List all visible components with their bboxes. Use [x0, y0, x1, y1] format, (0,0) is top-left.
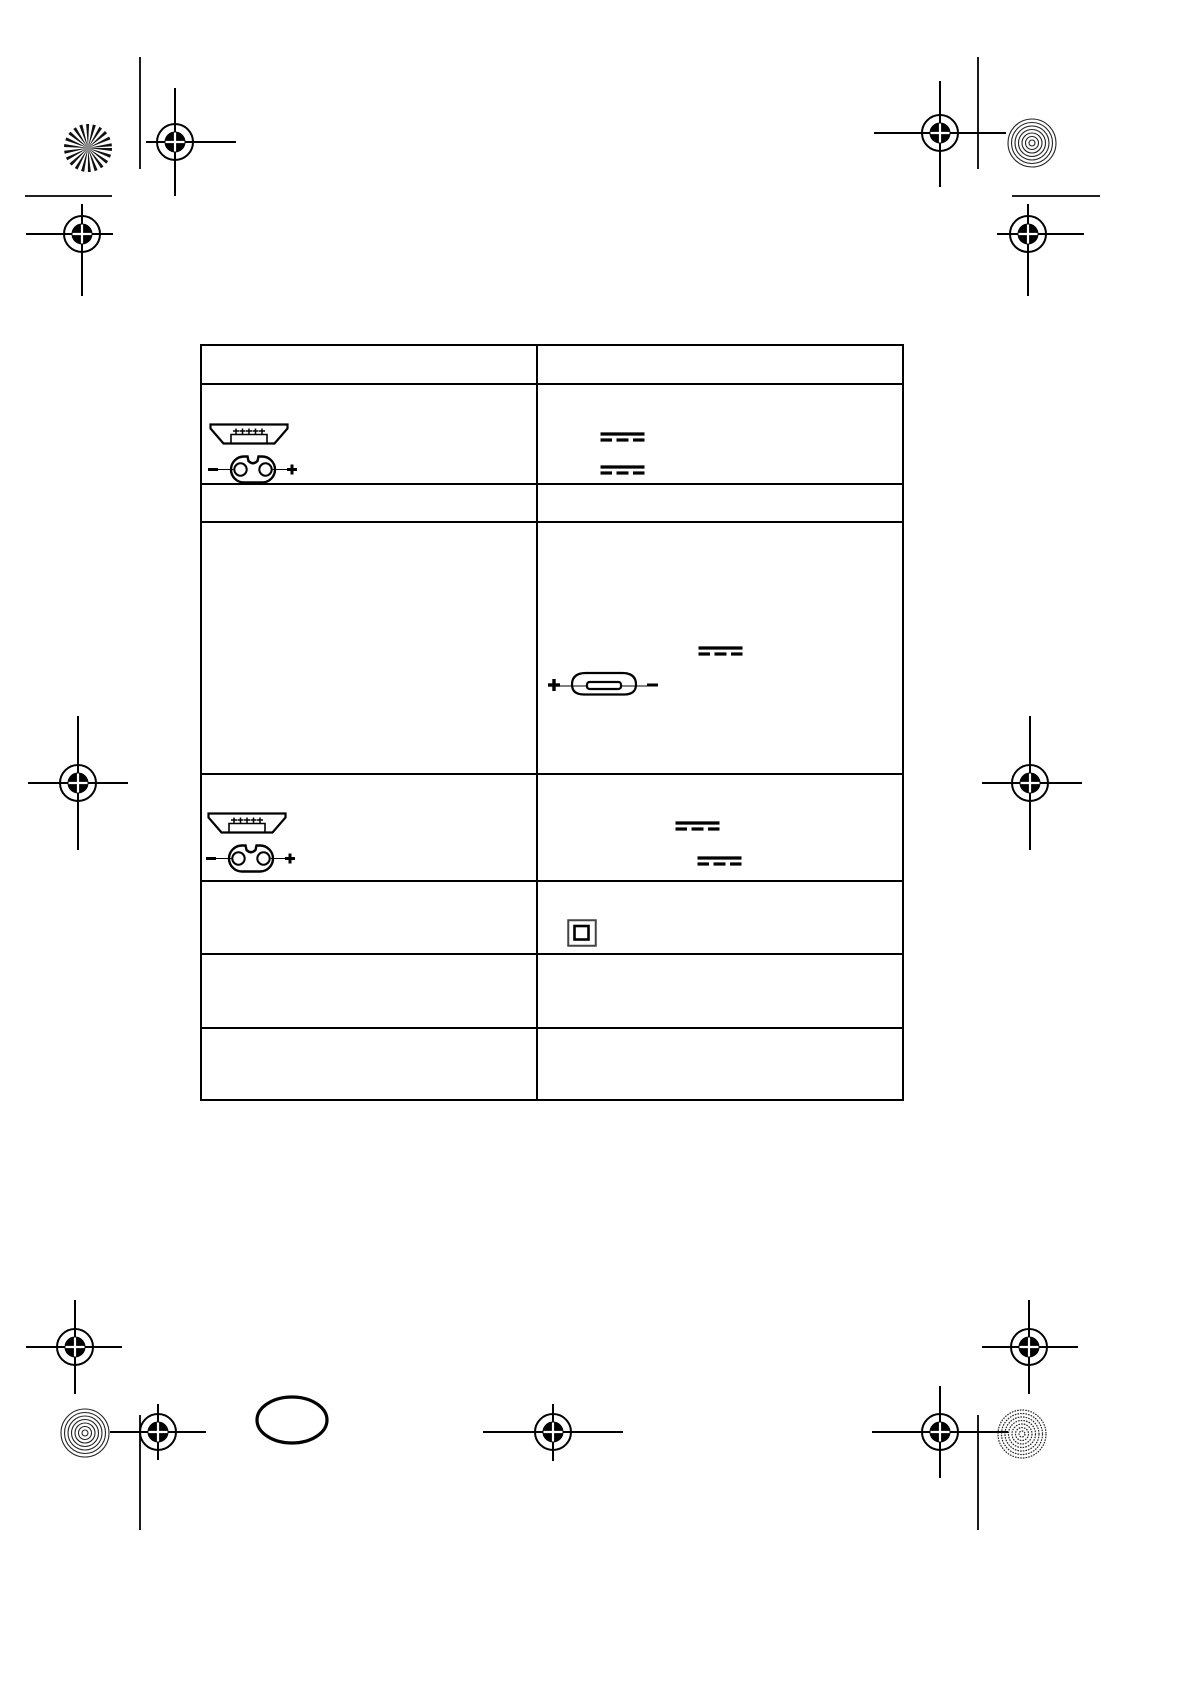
stripe-pattern-icon: [998, 1410, 1046, 1458]
class-ii-double-insulation-icon: [567, 919, 597, 947]
registration-mark-icon: [483, 1404, 623, 1461]
micro-usb-connector-icon: [207, 812, 287, 834]
page-number-oval: [257, 1397, 327, 1443]
registration-mark-icon: [874, 81, 1006, 187]
dc-voltage-symbol: [600, 432, 645, 442]
figure-eight-power-connector-icon: [205, 843, 297, 873]
registration-mark-icon: [26, 204, 113, 296]
registration-mark-icon: [110, 1404, 206, 1460]
table-row-header: [202, 346, 902, 385]
table-row-double-insulation: [202, 882, 902, 955]
cell-left: [202, 523, 536, 773]
table-row-empty-2: [202, 1029, 902, 1098]
cell-right: [538, 523, 902, 773]
cell-left: [202, 882, 536, 953]
starburst-pattern-icon: [76, 136, 100, 160]
micro-usb-connector-icon: [209, 423, 289, 445]
whorl-pattern-icon: [1008, 119, 1056, 167]
cell-right: [538, 882, 902, 953]
registration-mark-icon: [28, 716, 128, 850]
registration-mark-icon: [872, 1386, 1008, 1478]
figure-eight-power-connector-icon: [207, 454, 299, 484]
cell-left: [202, 775, 536, 880]
table-row-spacer: [202, 485, 902, 523]
table-row-power-connector-2: [202, 775, 902, 882]
whorl-pattern-icon: [61, 1409, 109, 1457]
dc-voltage-symbol: [600, 465, 645, 475]
cell-right: [538, 775, 902, 880]
dc-voltage-symbol: [675, 821, 720, 831]
registration-mark-icon: [982, 716, 1082, 850]
registration-mark-icon: [997, 204, 1084, 296]
dc-voltage-symbol: [697, 856, 742, 866]
specifications-table: [200, 344, 904, 1101]
table-row-battery: [202, 523, 902, 775]
cell-right: [538, 385, 902, 483]
battery-polarity-icon: [546, 670, 660, 698]
table-row-empty-1: [202, 955, 902, 1029]
registration-mark-icon: [26, 1300, 122, 1394]
registration-mark-icon: [982, 1300, 1078, 1394]
table-row-power-connector-1: [202, 385, 902, 485]
cell-left: [202, 385, 536, 483]
dc-voltage-symbol: [698, 646, 743, 656]
registration-mark-icon: [146, 88, 236, 196]
